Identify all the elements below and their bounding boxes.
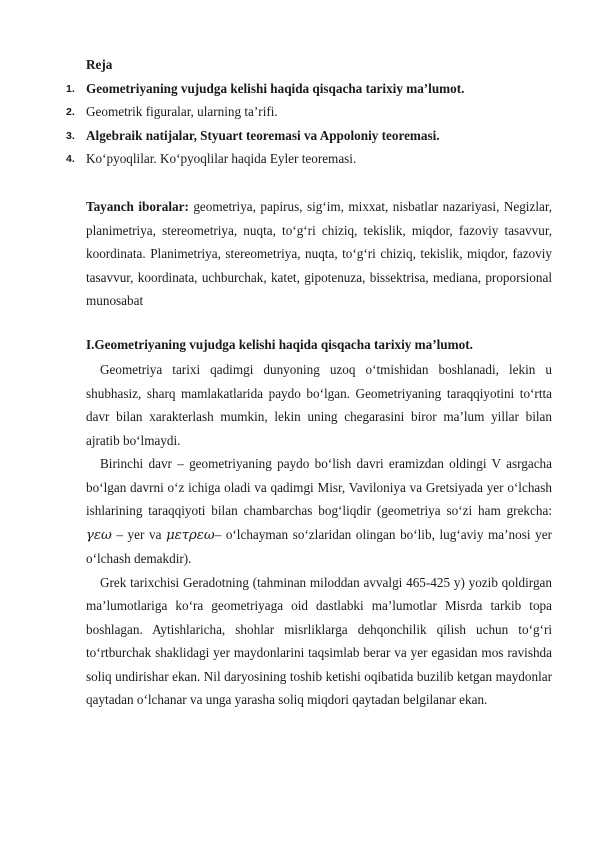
plan-number: 2.: [66, 106, 75, 119]
plan-item-1: [0, 80, 596, 103]
paragraph-2: [86, 452, 552, 571]
keywords-label: Tayanch iboralar:: [86, 199, 189, 214]
plan-item-2: [0, 103, 596, 126]
keywords-paragraph: [86, 195, 552, 313]
plan-text: Algebraik natijalar, Styuart teoremasi va Appoloniy teoremasi.: [86, 127, 440, 143]
keywords-text: geometriya, papirus, sig‘im, mixxat, nisbatlar nazariyasi, Negizlar, planimetriya, stereometriya, nuqta, to‘g‘ri chiziq, tekislik, miqdor, fazoviy tasavvur, koordinata. Planimetriya, stereometriya, nuqta, to‘g‘ri chiziq, tekislik, miqdor, fazoviy tasavvur, koordinata, uchburchak, katet, gipotenuza, bissektrisa, mediana, proporsional munosabat: [86, 199, 553, 308]
plan-item-4: [0, 150, 596, 173]
paragraph-2-part-c: – o‘lchayman so‘zlaridan olingan bo‘lib, lug‘aviy ma’nosi yer o‘lchash demakdir).: [86, 526, 552, 566]
plan-number: 4.: [66, 153, 75, 166]
greek-word-metreo: μετρεω: [166, 527, 215, 543]
plan-text: Geometriyaning vujudga kelishi haqida qisqacha tarixiy ma’lumot.: [86, 81, 465, 96]
paragraph-2-part-b: – yer va: [111, 526, 167, 542]
plan-number: 3.: [66, 129, 75, 142]
greek-word-ge: γεω: [86, 527, 112, 543]
section-body: [86, 358, 552, 712]
paragraph-2-part-a: Birinchi davr – geometriyaning paydo bo‘lish davri eramizdan oldingi V asrgacha bo‘lgan davrni o‘z ichiga oladi va qadimgi Misr, Vaviloniya va Gretsiyada yer o‘lchash ishlarining taraqqiyoti bilan chambarchas bog‘liqdir (geometriya so‘zi ham grekcha:: [86, 456, 552, 518]
paragraph-1: Geometriya tarixi qadimgi dunyoning uzoq o‘tmishidan boshlanadi, lekin u shubhasiz, sharq mamlakatlarida paydo bo‘lgan. Geometriyaning taraqqiyotini to‘rtta davr bilan xarakterlash mumkin, lekin uning chegarasini biror ma’lum yillar bilan ajratib bo‘lmaydi.: [86, 362, 552, 448]
section-title: I.Geometriyaning vujudga kelishi haqida qisqacha tarixiy ma’lumot.: [86, 337, 473, 352]
plan-number: 1.: [66, 83, 75, 95]
plan-text: Geometrik figuralar, ularning ta’rifi.: [86, 104, 278, 120]
plan-item-3: [0, 127, 596, 150]
paragraph-3: Grek tarixchisi Geradotning (tahminan miloddan avvalgi 465-425 y) yozib qoldirgan ma’lumotlariga ko‘ra geometriyaga oid dastlabki ma’lumotlar Misrda tarkib topa boshlagan. Aytishlaricha, shohlar misrliklarga dehqonchilik qilish uchun to‘g‘ri to‘rtburchak shaklidagi yer maydonlarini taqsimlab berar va yer egasidan mos ravishda soliq undirishar ekan. Nil daryosining toshib ketishi oqibatida buzilib ketgan maydonlar qaytadan o‘lchanar va unga yarasha soliq miqdori qaytadan belgilanar ekan.: [86, 574, 552, 707]
plan-heading: Reja: [86, 57, 113, 72]
plan-text: Ko‘pyoqlilar. Ko‘pyoqlilar haqida Eyler teoremasi.: [86, 151, 357, 167]
plan-list: [0, 80, 596, 174]
